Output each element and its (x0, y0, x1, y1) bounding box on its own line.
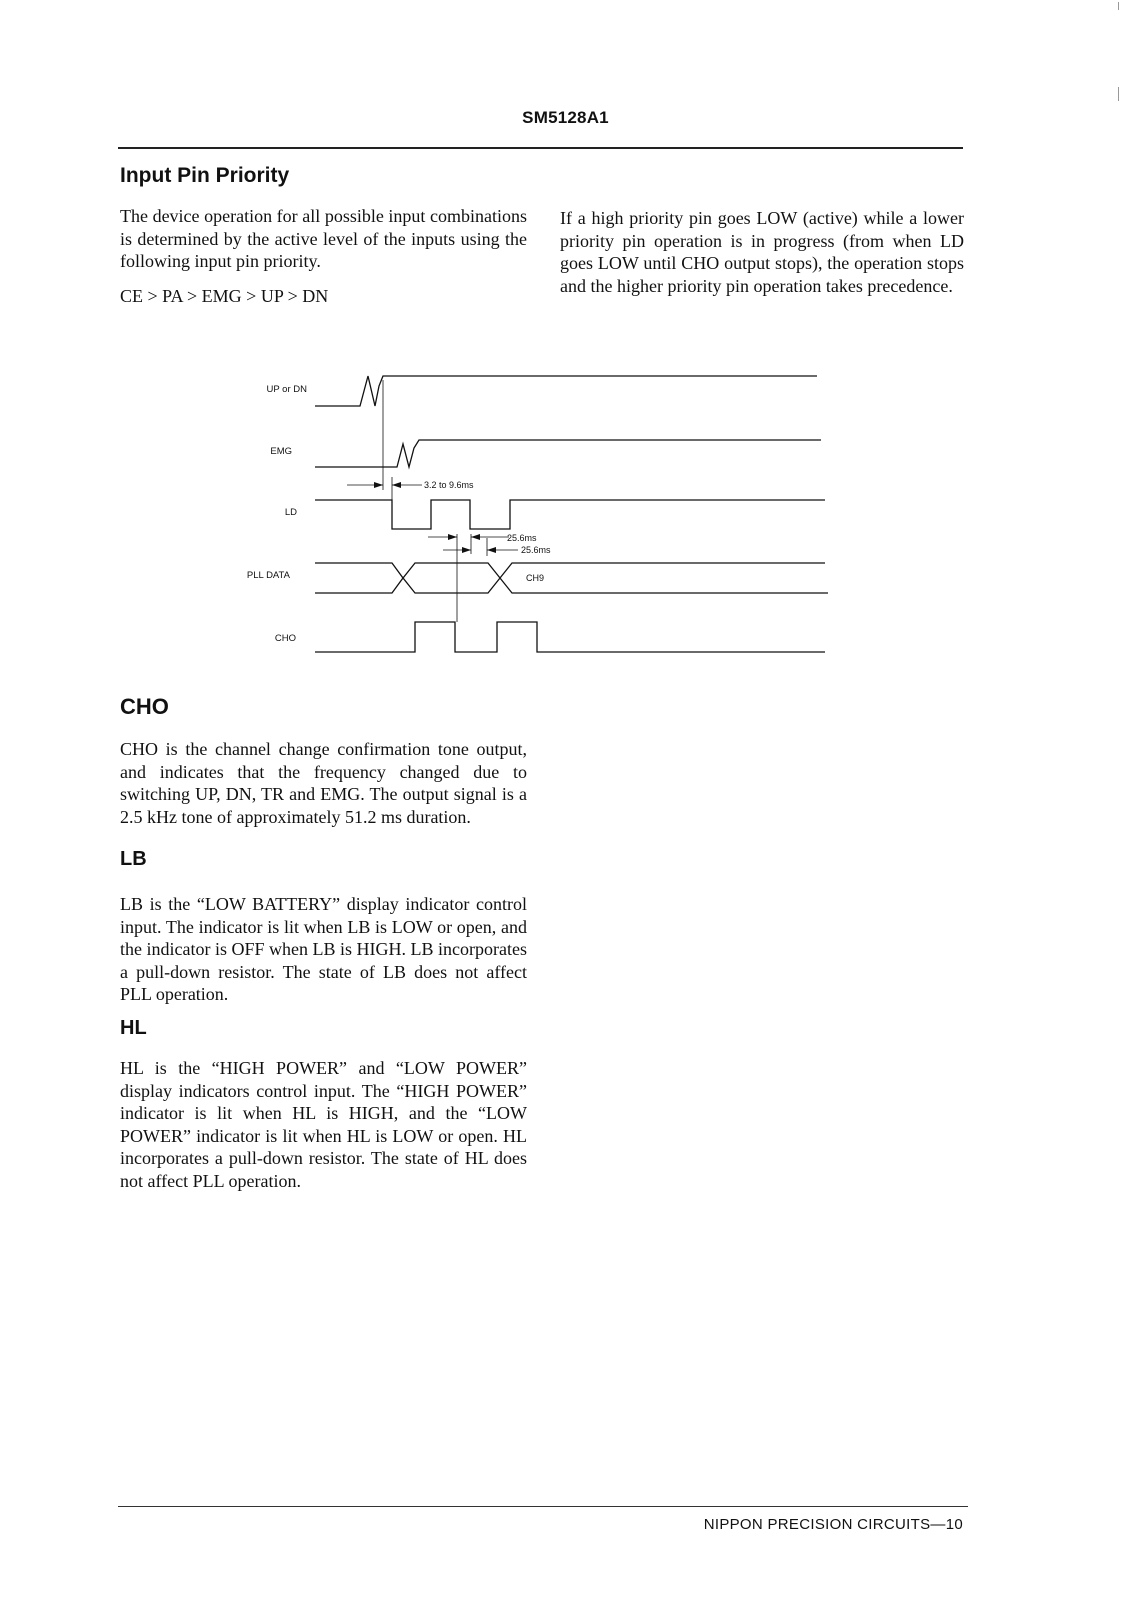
waveform-pll-data (315, 563, 828, 593)
arrowhead-t2-right (471, 534, 480, 540)
arrowhead-t3-left (462, 547, 471, 553)
signal-label-up-or-dn: UP or DN (266, 384, 307, 395)
waveform-cho (315, 622, 825, 652)
document-id: SM5128A1 (522, 108, 609, 127)
input-pin-priority-paragraph: The device operation for all possible input combinations is determined by the active level of the inputs using the following input pin priority. (120, 206, 527, 271)
page-footer: NIPPON PRECISION CIRCUITS—10 (703, 1516, 963, 1533)
section-heading-input-pin-priority: Input Pin Priority (120, 164, 290, 187)
waveform-ld (315, 500, 825, 529)
section-heading-lb: LB (120, 848, 147, 870)
waveform-emg (315, 440, 821, 467)
timing-annotation-3-2-to-9-6ms: 3.2 to 9.6ms (424, 480, 474, 490)
signal-label-ld: LD (284, 507, 297, 518)
channel-label-ch9: CH9 (526, 573, 545, 583)
priority-order: CE > PA > EMG > UP > DN (120, 286, 329, 306)
header-rule (118, 147, 963, 149)
lb-description: LB is the “LOW BATTERY” display indicator control input. The indicator is lit when LB is LOW or open, and the indicator is OFF when LB is HIGH. LB incorporates a pull-down resistor. The state of LB does not affect PLL operation. (120, 894, 527, 1004)
arrowhead-t2-left (448, 534, 457, 540)
timing-diagram (225, 372, 855, 682)
timing-annotation-25-6ms-a: 25.6ms (507, 533, 537, 543)
scan-mark-1 (1118, 2, 1119, 10)
signal-label-cho: CHO (274, 633, 296, 644)
signal-label-pll-data: PLL DATA (246, 570, 290, 581)
signal-label-emg: EMG (270, 446, 292, 457)
timing-diagram-svg (225, 372, 855, 682)
scan-mark-2 (1118, 87, 1119, 101)
arrowhead-t1-left (374, 482, 383, 488)
waveform-up-or-dn (315, 376, 817, 406)
footer-rule (118, 1506, 968, 1507)
section-heading-cho: CHO (120, 694, 169, 719)
section-heading-hl: HL (120, 1017, 147, 1039)
timing-annotation-25-6ms-b: 25.6ms (521, 545, 551, 555)
arrowhead-t1-right (392, 482, 401, 488)
arrowhead-t3-right (487, 547, 496, 553)
hl-description: HL is the “HIGH POWER” and “LOW POWER” display indicators control input. The “HIGH POWER” indicator is lit when HL is HIGH, and the “LOW POWER” indicator is lit when HL is LOW or open. HL incorporates a pull-down resistor. The state of HL does not affect PLL operation. (120, 1058, 527, 1191)
priority-precedence-paragraph: If a high priority pin goes LOW (active) while a lower priority pin operation is in progress (from when LD goes LOW until CHO output stops), the operation stops and the higher priority pin operation takes precedence. (560, 208, 964, 296)
cho-description: CHO is the channel change confirmation tone output, and indicates that the frequency changed due to switching UP, DN, TR and EMG. The output signal is a 2.5 kHz tone of approximately 51.2 ms duration. (120, 739, 527, 827)
